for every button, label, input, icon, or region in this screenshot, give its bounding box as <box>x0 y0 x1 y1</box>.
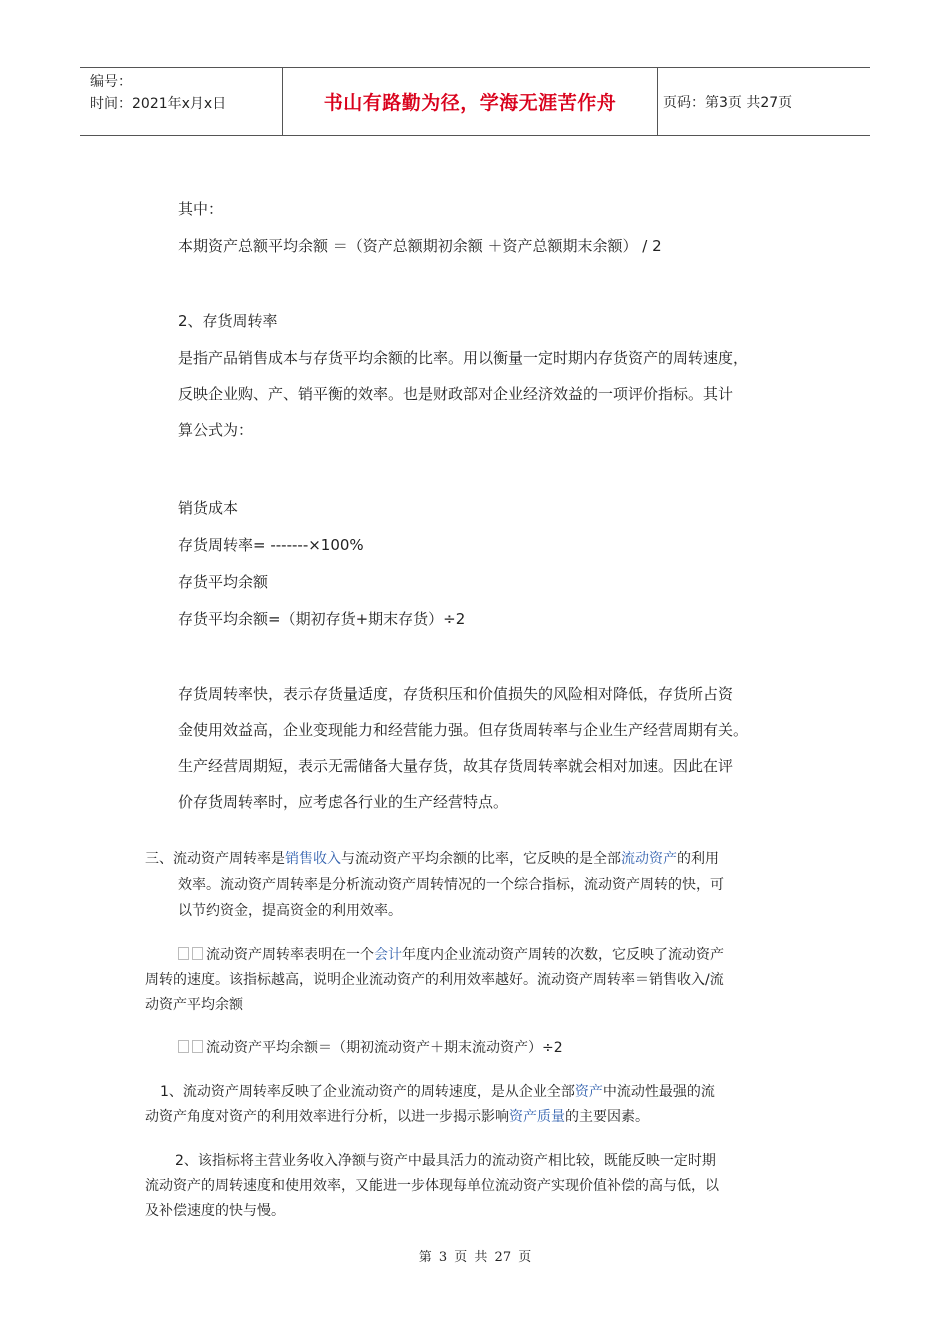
text-segment: 流动资产平均余额＝（期初流动资产＋期末流动资产）÷2 <box>206 1040 563 1056</box>
missing-glyph-icon <box>192 1040 203 1053</box>
missing-glyph-icon <box>178 1040 189 1053</box>
point-2-line-1: 2、该指标将主营业务收入净额与资产中最具活力的流动资产相比较，既能反映一定时期 <box>175 1153 716 1169</box>
where-label: 其中： <box>178 200 224 218</box>
analysis-line: 存货周转率快，表示存货量适度，存货积压和价值损失的风险相对降低，存货所占资 <box>178 685 734 703</box>
inventory-turnover-definition <box>178 340 828 448</box>
header-motto: 书山有路勤为径，学海无涯苦作舟 <box>282 68 658 135</box>
intro-line-3: 以节约资金，提高资金的利用效率。 <box>178 903 402 919</box>
inventory-turnover-formula: 存货周转率= -------×100% <box>178 536 364 554</box>
link-sales-revenue[interactable]: 销售收入 <box>285 851 341 867</box>
missing-glyph-icon <box>178 947 189 960</box>
definition-line: 算公式为： <box>178 421 254 439</box>
text-segment: 流动资产周转率表明在一个 <box>206 947 374 963</box>
point-2-line-2: 流动资产的周转速度和使用效率，又能进一步体现每单位流动资产实现价值补偿的高与低，以 <box>145 1178 719 1194</box>
definition-line: 反映企业购、产、销平衡的效率。也是财政部对企业经济效益的一项评价指标。其计 <box>178 385 734 403</box>
current-asset-turnover-intro <box>145 847 719 871</box>
point-1-line-2 <box>145 1105 649 1129</box>
total-assets-formula: 本期资产总额平均余额 ＝（资产总额期初余额 ＋资产总额期末余额） / 2 <box>178 237 662 255</box>
header-date: 时间：2021年x月x日 <box>90 96 227 112</box>
analysis-line: 金使用效益高，企业变现能力和经营能力强。但存货周转率与企业生产经营周期有关。 <box>178 721 749 739</box>
page-header <box>80 67 870 136</box>
point-2-line-3: 及补偿速度的快与慢。 <box>145 1203 285 1219</box>
inventory-turnover-analysis <box>178 676 828 820</box>
analysis-line: 价存货周转率时，应考虑各行业的生产经营特点。 <box>178 793 509 811</box>
text-segment: 1、流动资产周转率反映了企业流动资产的周转速度，是从企业全部 <box>160 1084 575 1100</box>
header-page-info: 页码：第3页 共27页 <box>663 94 793 111</box>
inventory-turnover-heading: 2、存货周转率 <box>178 312 278 330</box>
text-segment: 年度内企业流动资产周转的次数，它反映了流动资产 <box>402 947 724 963</box>
turnover-meaning-line-1 <box>178 943 724 967</box>
text-segment: 的主要因素。 <box>565 1109 649 1125</box>
definition-line: 是指产品销售成本与存货平均余额的比率。用以衡量一定时期内存货资产的周转速度， <box>178 349 749 367</box>
header-code: 编号： <box>90 74 132 90</box>
header-meta <box>80 68 282 135</box>
formula-numerator: 销货成本 <box>178 499 239 517</box>
point-1-line-1 <box>160 1080 715 1104</box>
formula-denominator: 存货平均余额 <box>178 573 269 591</box>
page-footer: 第 3 页 共 27 页 <box>418 1250 532 1265</box>
text-segment: 动资产角度对资产的利用效率进行分析，以进一步揭示影响 <box>145 1109 509 1125</box>
link-current-assets[interactable]: 流动资产 <box>621 851 677 867</box>
text-segment: 中流动性最强的流 <box>602 1084 715 1100</box>
link-accounting[interactable]: 会计 <box>374 947 402 963</box>
analysis-line: 生产经营周期短，表示无需储备大量存货，故其存货周转率就会相对加速。因此在评 <box>178 757 734 775</box>
inventory-average-formula: 存货平均余额=（期初存货+期末存货）÷2 <box>178 610 466 628</box>
link-assets[interactable]: 资产 <box>574 1084 603 1100</box>
text-segment: 的利用 <box>677 851 719 867</box>
text-segment: 与流动资产平均余额的比率，它反映的是全部 <box>341 851 621 867</box>
text-segment: 三、流动资产周转率是 <box>145 851 285 867</box>
turnover-meaning-line-3: 动资产平均余额 <box>145 997 243 1013</box>
missing-glyph-icon <box>192 947 203 960</box>
current-asset-average-formula <box>178 1036 563 1060</box>
turnover-meaning-line-2: 周转的速度。该指标越高，说明企业流动资产的利用效率越好。流动资产周转率＝销售收入/流 <box>145 972 724 988</box>
intro-line-2: 效率。流动资产周转率是分析流动资产周转情况的一个综合指标，流动资产周转的快，可 <box>178 877 724 893</box>
link-asset-quality[interactable]: 资产质量 <box>509 1109 565 1125</box>
